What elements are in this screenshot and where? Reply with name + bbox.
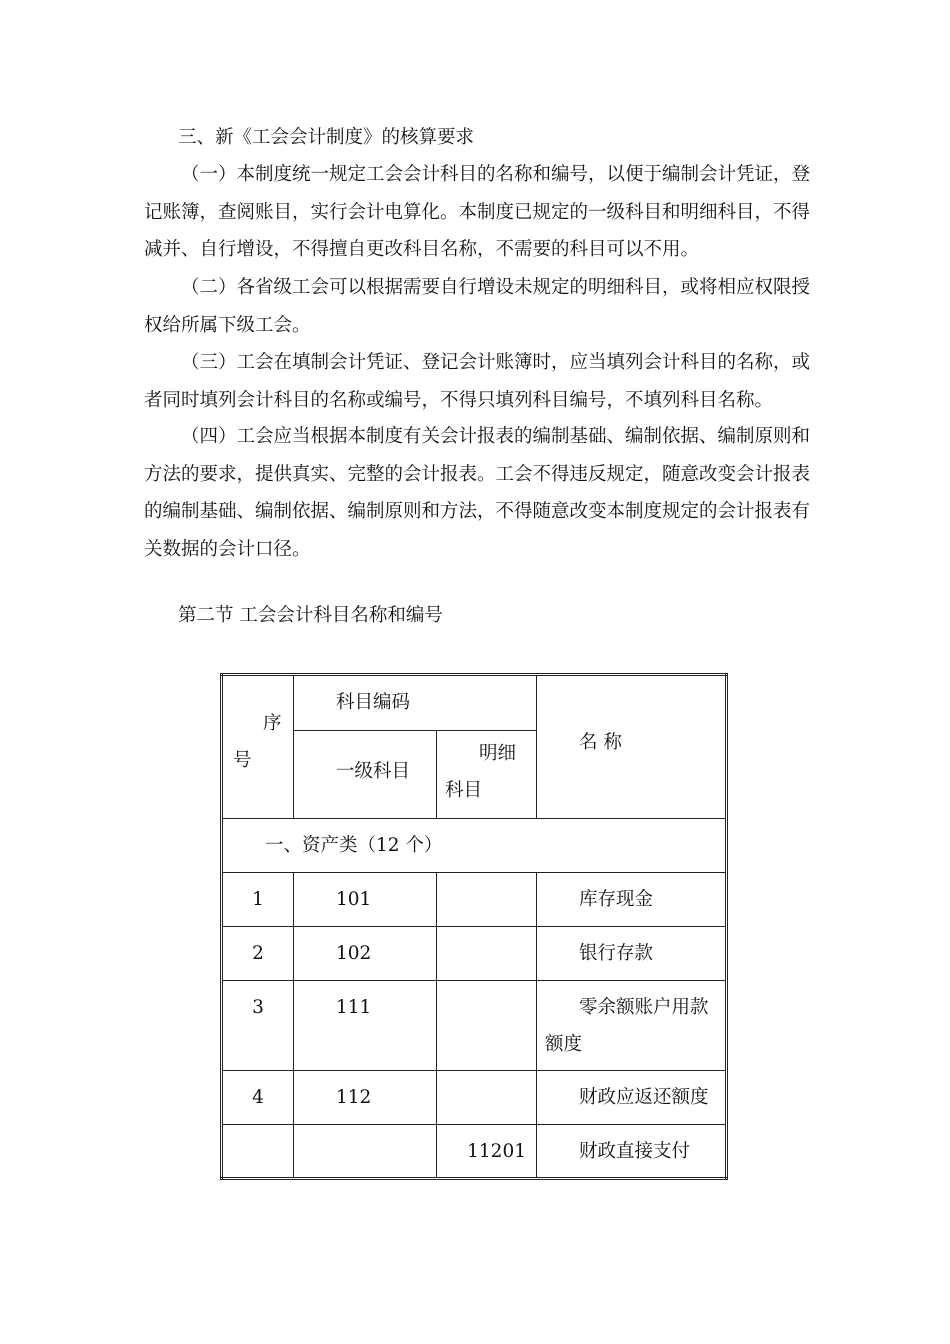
- row-seq: [222, 873, 294, 927]
- row-detail-value: [437, 1071, 536, 1079]
- row-seq: [222, 1125, 294, 1179]
- row-level1: [294, 981, 437, 1071]
- row-detail-value: [437, 927, 536, 935]
- row-name: [537, 1071, 727, 1125]
- row-detail: [437, 927, 537, 981]
- header-name: [537, 675, 727, 819]
- row-seq: [222, 927, 294, 981]
- table-row: [222, 927, 727, 981]
- row-name-value: 零余额账户用款额度: [545, 997, 709, 1055]
- row-detail-value: [437, 873, 536, 881]
- row-name-value: 库存现金: [579, 889, 654, 910]
- row-level1-value: 112: [336, 1087, 372, 1108]
- table-row: [222, 1071, 727, 1125]
- header-code-group-label: 科目编码: [336, 692, 411, 713]
- row-name-value: 财政应返还额度: [579, 1087, 709, 1108]
- row-name: [537, 927, 727, 981]
- row-level1: [294, 873, 437, 927]
- header-code-group: [294, 675, 537, 731]
- header-detail: [437, 731, 537, 819]
- category-cell: [222, 819, 727, 873]
- paragraph-1: （一）本制度统一规定工会会计科目的名称和编号，以便于编制会计凭证，登记账簿，查阅账目，实行会计电算化。本制度已规定的一级科目和明细科目，不得减并、自行增设，不得擅自更改科目名称，不需要的科目可以不用。: [144, 164, 811, 260]
- header-detail-label: 明细科目: [445, 743, 517, 801]
- row-seq-value: 1: [252, 889, 264, 910]
- section-title: 第二节 工会会计科目名称和编号: [178, 605, 443, 626]
- row-level1: [294, 1071, 437, 1125]
- row-name: [537, 1125, 727, 1179]
- row-seq-value: 2: [252, 943, 264, 964]
- header-seq: [222, 675, 294, 819]
- row-level1: [294, 1125, 437, 1179]
- category-row: [222, 819, 727, 873]
- row-detail: [437, 1125, 537, 1179]
- row-seq: [222, 1071, 294, 1125]
- paragraph-4: （四）工会应当根据本制度有关会计报表的编制基础、编制依据、编制原则和方法的要求，提供真实、完整的会计报表。工会不得违反规定，随意改变会计报表的编制基础、编制依据、编制原则和方法，不得随意改变本制度规定的会计报表有关数据的会计口径。: [144, 426, 811, 560]
- row-level1-value: 111: [336, 997, 372, 1018]
- header-name-label: 名 称: [579, 732, 622, 753]
- row-seq-value: 3: [252, 997, 264, 1018]
- row-name-value: 财政直接支付: [579, 1141, 691, 1162]
- row-detail: [437, 1071, 537, 1125]
- header-level1-label: 一级科目: [336, 761, 411, 782]
- row-seq: [222, 981, 294, 1071]
- accounting-subjects-table: [220, 673, 728, 1180]
- section-heading: 三、新《工会会计制度》的核算要求: [178, 127, 475, 148]
- row-detail-value: 11201: [467, 1141, 526, 1162]
- row-detail-value: [437, 981, 536, 989]
- row-seq-value: 4: [252, 1087, 264, 1108]
- table-row: [222, 981, 727, 1071]
- paragraph-2: （二）各省级工会可以根据需要自行增设未规定的明细科目，或将相应权限授权给所属下级工会。: [144, 277, 811, 336]
- row-detail: [437, 873, 537, 927]
- header-seq-bottom: 号: [233, 750, 252, 771]
- header-seq-top: 序: [263, 713, 282, 734]
- row-detail: [437, 981, 537, 1071]
- row-level1-value: 101: [336, 889, 372, 910]
- row-level1-value: 102: [336, 943, 372, 964]
- row-seq-value: [223, 1125, 293, 1133]
- row-name: [537, 981, 727, 1071]
- table-header-row: [222, 675, 727, 731]
- header-level1: [294, 731, 437, 819]
- row-level1: [294, 927, 437, 981]
- table-row: [222, 873, 727, 927]
- row-level1-value: [294, 1125, 436, 1133]
- paragraph-3: （三）工会在填制会计凭证、登记会计账簿时，应当填列会计科目的名称，或者同时填列会计科目的名称或编号，不得只填列科目编号，不填列科目名称。: [144, 352, 811, 411]
- table-row: [222, 1125, 727, 1179]
- row-name: [537, 873, 727, 927]
- category-label: 一、资产类（12 个）: [265, 835, 443, 856]
- row-name-value: 银行存款: [579, 943, 654, 964]
